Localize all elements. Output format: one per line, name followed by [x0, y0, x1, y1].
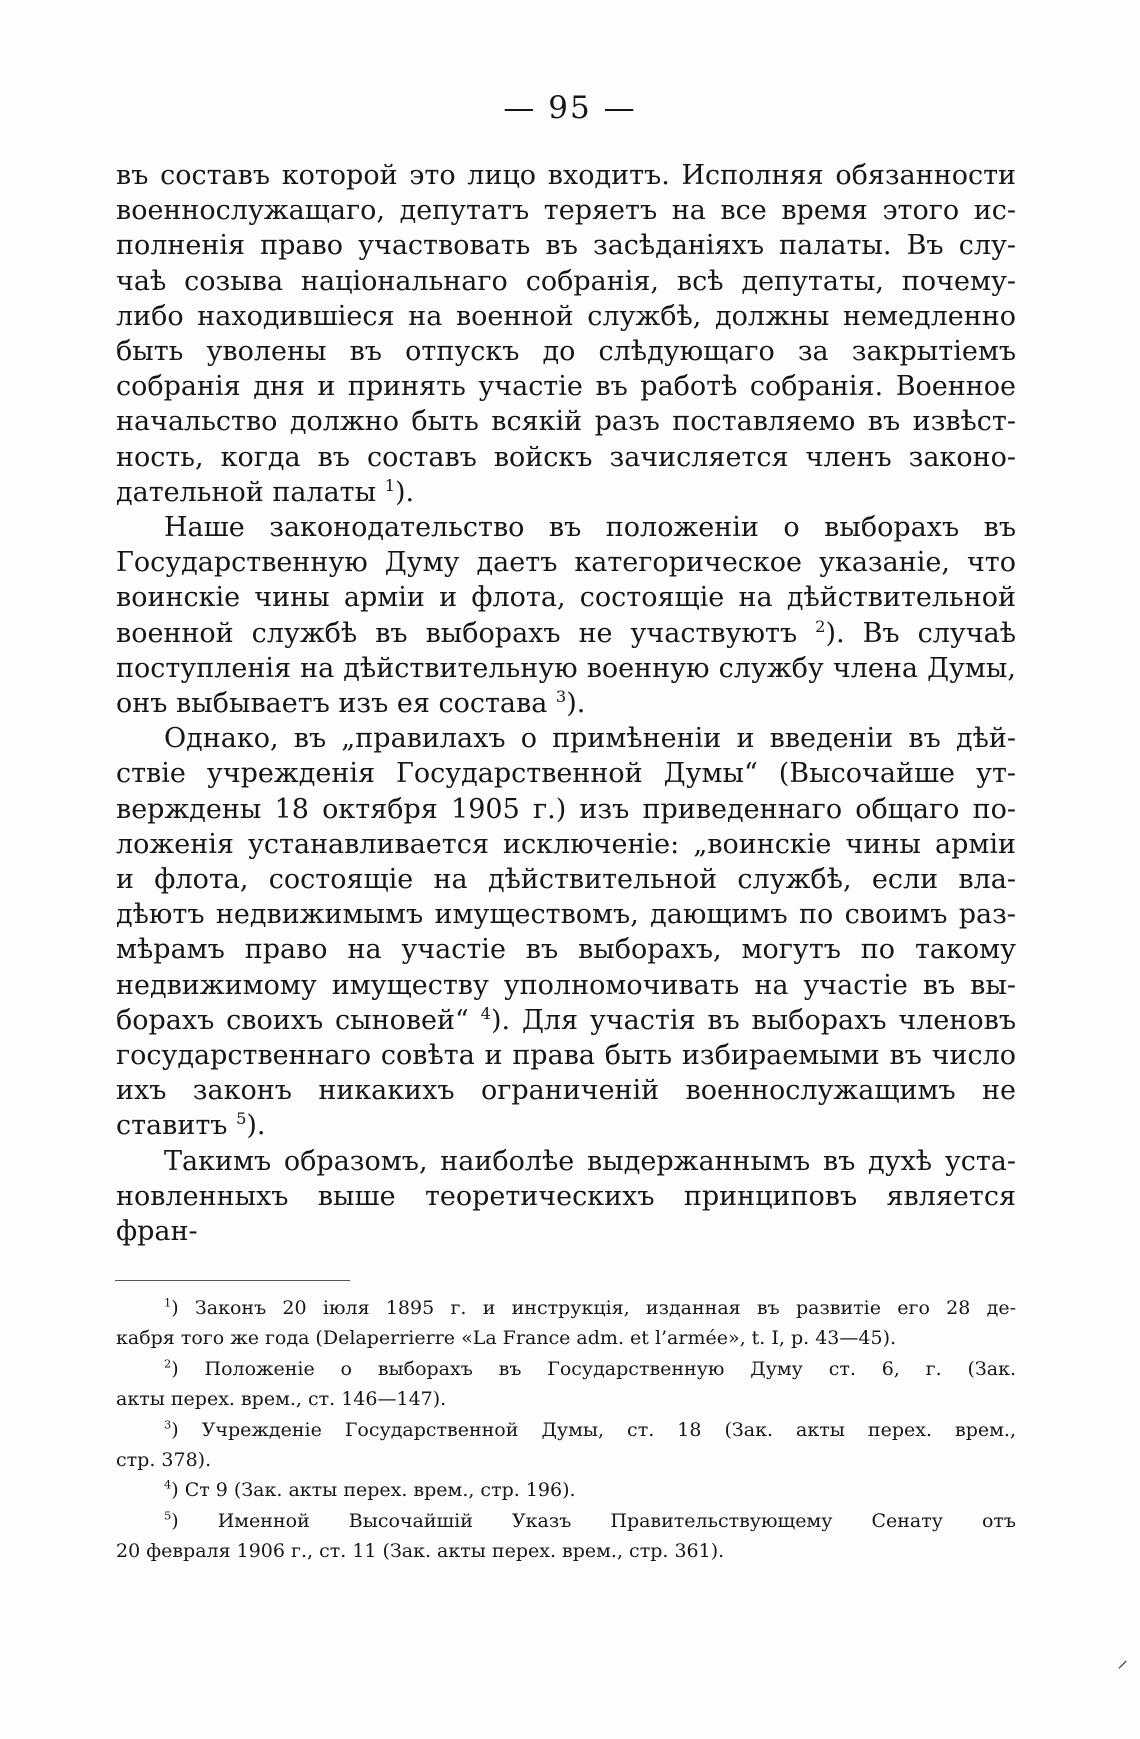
body-text	[116, 158, 1016, 1249]
text-line: Такимъ образомъ, наиболѣе выдержаннымъ въ духѣ уста-	[164, 1145, 1016, 1177]
paragraph-2	[116, 510, 1016, 721]
footnote-1	[116, 1293, 1016, 1354]
text-line: Наше законодательство въ положеніи о выборахъ въ	[164, 512, 1016, 544]
footnote-line: стр. 378).	[116, 1449, 212, 1472]
text-fragment: ) Учрежденіе Государственной Думы, ст. 18 (Зак. акты перех. врем.,	[171, 1418, 1016, 1441]
footnote-line	[116, 1506, 1016, 1536]
footnote-5	[116, 1506, 1016, 1567]
page-number: — 95 —	[503, 90, 637, 126]
footnote-line	[116, 1354, 1016, 1384]
text-fragment: ) Именной Высочайшій Указъ Правительствующему Сенату отъ	[171, 1509, 1016, 1532]
text-line: дѣютъ недвижимымъ имуществомъ, дающимъ по своимъ раз-	[116, 899, 1016, 931]
text-fragment: ). Для участія въ выборахъ членовъ	[490, 1004, 1017, 1036]
text-line: ствіе учрежденія Государственной Думы“ (Высочайше ут-	[116, 758, 1016, 790]
footnote-ref: 1	[384, 475, 395, 495]
paragraph-1	[116, 158, 1016, 510]
footnote-ref: 3	[555, 687, 567, 707]
scan-mark-icon: ⸝	[1116, 1648, 1128, 1673]
text-line: ихъ законъ никакихъ ограниченій военнослужащимъ не	[116, 1075, 1016, 1107]
text-line: государственнаго совѣта и права быть избираемыми въ число	[116, 1040, 1016, 1072]
text-line: либо находившіеся на военной службѣ, должны немедленно	[116, 300, 1016, 332]
text-fragment: дательной палаты	[116, 476, 377, 508]
footnote-3	[116, 1415, 1016, 1476]
text-line	[116, 686, 1016, 721]
text-fragment: онъ выбываетъ изъ ея состава	[116, 688, 548, 720]
footnotes	[116, 1293, 1016, 1567]
text-fragment: борахъ своихъ сыновей“	[116, 1004, 469, 1036]
footnote-line: акты перех. врем., ст. 146—147).	[116, 1388, 447, 1411]
text-line	[116, 616, 1016, 651]
text-fragment: ).	[566, 688, 586, 720]
text-fragment: ) Ст 9 (Зак. акты перех. врем., стр. 196).	[171, 1479, 576, 1502]
text-line: и флота, состоящіе на дѣйствительной службѣ, если вла-	[116, 864, 1016, 896]
paragraph-4	[116, 1144, 1016, 1250]
text-fragment: ) Законъ 20 іюля 1895 г. и инструкція, изданная въ развитіе его 28 де-	[171, 1297, 1016, 1319]
text-line: военнослужащаго, депутатъ теряетъ на все время этого ис-	[116, 195, 1016, 227]
footnote-mark: 5	[164, 1508, 172, 1523]
footnote-ref: 4	[480, 1003, 491, 1023]
text-fragment: ).	[246, 1110, 266, 1142]
text-line: быть уволены въ отпускъ до слѣдующаго за закрытіемъ	[116, 336, 1016, 368]
footnote-mark: 1	[164, 1295, 172, 1310]
text-line: полненія право участвовать въ засѣданіяхъ палаты. Въ слу-	[116, 230, 1016, 262]
text-line: начальство должно быть всякій разъ поставляемо въ извѣст-	[116, 406, 1016, 438]
text-line: чаѣ созыва національнаго собранія, всѣ депутаты, почему-	[116, 265, 1016, 297]
footnote-divider	[115, 1280, 350, 1281]
text-line: ложенія устанавливается исключеніе: „воинскіе чины арміи	[116, 828, 1016, 860]
text-line: Однако, въ „правилахъ о примѣненіи и введеніи въ дѣй-	[164, 723, 1016, 755]
footnote-line	[116, 1475, 1016, 1505]
text-line: въ составъ которой это лицо входитъ. Исполняя обязанности	[116, 160, 1016, 191]
text-fragment: ) Положеніе о выборахъ въ Государственную Думу ст. 6, г. (Зак.	[171, 1357, 1016, 1380]
footnote-mark: 4	[164, 1478, 172, 1493]
text-fragment: ставитъ	[116, 1110, 228, 1142]
text-line: новленныхъ выше теоретическихъ принциповъ является фран-	[116, 1180, 1016, 1248]
text-fragment: ).	[395, 476, 415, 508]
text-fragment: военной службѣ въ выборахъ не участвуютъ	[116, 617, 798, 649]
text-line	[116, 1108, 1016, 1143]
text-line	[116, 1003, 1016, 1038]
footnote-line: кабря того же года (Delaperrierre «La France adm. et l’armée», t. I, p. 43—45).	[116, 1327, 897, 1350]
footnote-line: 20 февраля 1906 г., ст. 11 (Зак. акты перех. врем., стр. 361).	[116, 1540, 725, 1563]
text-line: Государственную Думу даетъ категорическое указаніе, что	[116, 547, 1016, 579]
text-line: поступленія на дѣйствительную военную службу члена Думы,	[116, 652, 1016, 684]
footnote-line	[116, 1415, 1016, 1445]
text-fragment: ). Въ случаѣ	[825, 617, 1016, 649]
footnote-mark: 2	[164, 1356, 172, 1371]
text-line: мѣрамъ право на участіе въ выборахъ, могутъ по такому	[116, 934, 1016, 966]
footnote-ref: 5	[236, 1109, 247, 1129]
text-line	[116, 475, 1016, 510]
footnote-mark: 3	[164, 1417, 172, 1432]
footnote-4	[116, 1475, 1016, 1505]
footnote-line	[116, 1293, 1016, 1323]
text-line: верждены 18 октября 1905 г.) изъ приведеннаго общаго по-	[116, 793, 1016, 825]
text-line: ность, когда въ составъ войскъ зачисляется членъ законо-	[116, 441, 1016, 473]
paragraph-3	[116, 721, 1016, 1143]
text-line: воинскіе чины арміи и флота, состоящіе на дѣйствительной	[116, 582, 1016, 614]
text-line: собранія дня и принять участіе въ работѣ собранія. Военное	[116, 371, 1016, 403]
text-line: недвижимому имуществу уполномочивать на участіе въ вы-	[116, 969, 1016, 1001]
footnote-ref: 2	[815, 616, 826, 636]
footnote-2	[116, 1354, 1016, 1415]
